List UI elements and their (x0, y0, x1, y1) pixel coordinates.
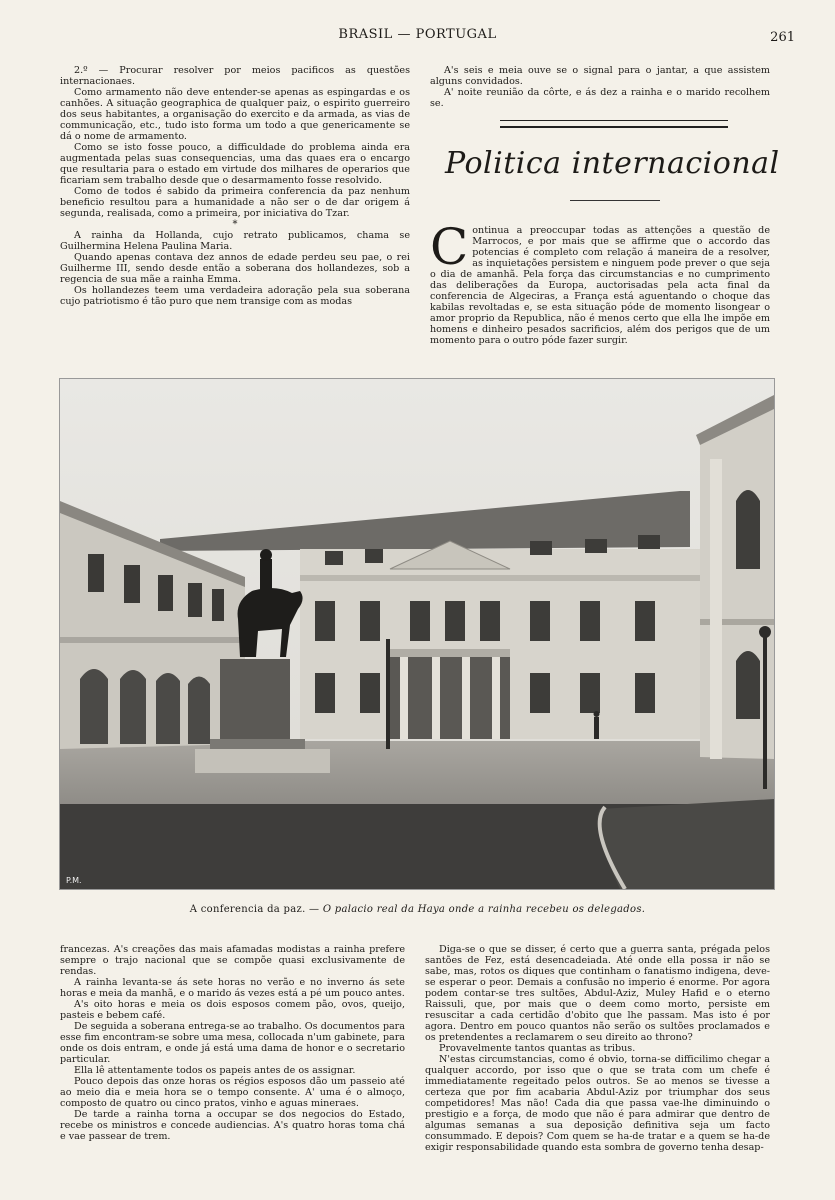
article-lead-paragraph: ontinua a preoccupar todas as attenções a questão de Marrocos, e por mais que se affirme que o accordo das potencias é completo com relação á maneira de a resolver, as inquietações persistem e ninguem pode prever o que seja o dia de amanhã. Pela força das circumstancias e no cumprimento das deliberações da Europa, auctorisadas pela acta final da conferencia de Algeciras, a França está aguentando o choque das kabilas revoltadas e, se esta situação póde de momento lisongear o amor proprio da Republica, não é menos certo que ella lhe impõe em homens e dinheiro pesados sacrificios, além dos perigos que de um momento para o outro póde fazer surgir. (430, 225, 770, 346)
caption-lead: A conferencia da paz. — (189, 904, 320, 915)
paragraph: A's seis e meia ouve se o signal para o jantar, a que assistem alguns convidados. (430, 65, 770, 87)
left-column-bottom (60, 944, 405, 1142)
paragraph: N'estas circumstancias, como é obvio, torna-se difficilimo chegar a qualquer accordo, por isso que o que se trata com um chefe é immediatamente regeitado pelos outros. Se ao menos se tivesse a certeza que por fim acabaria Abdul-Aziz por triumphar dos seus competidores! Mas não! Cada dia que passa vae-lhe diminuindo o prestigio e a força, de modo que não é para admirar que dentro de algumas semanas a sua deposição definitiva seja um facto consummado. E depois? Com quem se ha-de tratar e a quem se ha-de exigir responsabilidade quando esta sombra de governo tenha desap- (425, 1054, 770, 1153)
right-column-top (430, 65, 770, 109)
paragraph: Como se isto fosse pouco, a difficuldade do problema ainda era augmentada pelas suas consequencias, uma das quaes era o encargo que resultaria para o estado em virtude dos milhares de operarios que ficariam sem trabalho desde que o desarmamento fosse resolvido. (60, 142, 410, 186)
paragraph: Ella lê attentamente todos os papeis antes de os assignar. (74, 1065, 356, 1076)
photographer-monogram: P.M. (66, 876, 82, 885)
left-column-top (60, 65, 410, 307)
paragraph: Pouco depois das onze horas os régios esposos dão um passeio até ao meio dia e meia hora se o tempo consente. A' uma é o almoço, composto de quatro ou cinco pratos, vinho e aguas mineraes. (60, 1076, 405, 1109)
paragraph: Provavelmente tantos quantas as tribus. (439, 1043, 636, 1054)
paragraph: 2.º — Procurar resolver por meios pacificos as questões internacionaes. (60, 65, 410, 87)
paragraph: Os hollandezes teem uma verdadeira adoração pela sua soberana cujo patriotismo é tão puro que nem transige com as modas (60, 285, 410, 307)
paragraph: A' noite reunião da côrte, e ás dez a rainha e o marido recolhem se. (430, 87, 770, 109)
paragraph: A rainha da Hollanda, cujo retrato publicamos, chama se Guilhermina Helena Paulina Maria. (60, 230, 410, 252)
section-separator: * (232, 219, 238, 230)
double-rule-divider (500, 120, 728, 128)
paragraph: A's oito horas e meia os dois esposos comem pão, ovos, queijo, pasteis e bebem café. (60, 999, 405, 1021)
running-title: BRASIL — PORTUGAL (338, 27, 497, 42)
paragraph: De seguida a soberana entrega-se ao trabalho. Os documentos para esse fim encontram-se sobre uma mesa, collocada n'um gabinete, para onde os dois entram, e onde já está uma dama de honor e o secretario particular. (60, 1021, 405, 1065)
paragraph: Como de todos é sabido da primeira conferencia da paz nenhum beneficio resultou para a humanidade a não ser o de dar origem á segunda, realisada, como a primeira, por iniciativa do Tzar. (60, 186, 410, 219)
paragraph: Diga-se o que se disser, é certo que a guerra santa, prégada pelos santões de Fez, está desencadeiada. Até onde ella possa ir não se sabe, mas, rotos os diques que continham o fanatismo indigena, deve-se esperar o peor. Demais a confusão no imperio é enorme. Por agora podem contar-se tres sultões, Abdul-Aziz, Muley Hafid e o eterno Raissuli, que, por mais que o deem como morto, persiste em resuscitar a cada certidão d'obito que lhe passam. Mas isto é por agora. Dentro em pouco quantos não serão os sultões proclamados e os pretendentes a reclamarem o seu direito ao throno? (425, 944, 770, 1043)
paragraph: Quando apenas contava dez annos de edade perdeu seu pae, o rei Guilherme III, sendo desde então a soberana dos hollandezes, sob a regencia de sua mãe a rainha Emma. (60, 252, 410, 285)
title-underline-rule (570, 200, 660, 201)
article-politica-internacional (430, 218, 770, 346)
section-title: Politica internacional (445, 146, 780, 181)
paragraph: francezas. A's creações das mais afamadas modistas a rainha prefere sempre o trajo nacional que se compõe quasi exclusivamente de rendas. (60, 944, 405, 977)
palace-courtyard-image (60, 379, 774, 889)
paragraph: A rainha levanta-se ás sete horas no verão e no inverno ás sete horas e meia da manhã, e o marido ás vezes está a pé um pouco antes. (60, 977, 405, 999)
right-column-bottom (425, 944, 770, 1153)
photo-caption (0, 904, 835, 915)
page-number: 261 (770, 30, 795, 45)
caption-description: O palacio real da Haya onde a rainha recebeu os delegados. (322, 904, 646, 915)
drop-cap: C (430, 218, 469, 276)
paragraph: Como armamento não deve entender-se apenas as espingardas e os canhões. A situação geographica de qualquer paiz, o espirito guerreiro dos seus habitantes, a organisação do exercito e da armada, as vias de communicação, etc., tudo isto forma um todo a que genericamente se dá o nome de armamento. (60, 87, 410, 142)
palace-photograph (59, 378, 775, 890)
paragraph: De tarde a rainha torna a occupar se dos negocios do Estado, recebe os ministros e concede audiencias. A's quatro horas toma chá e vae passear de trem. (60, 1109, 405, 1142)
